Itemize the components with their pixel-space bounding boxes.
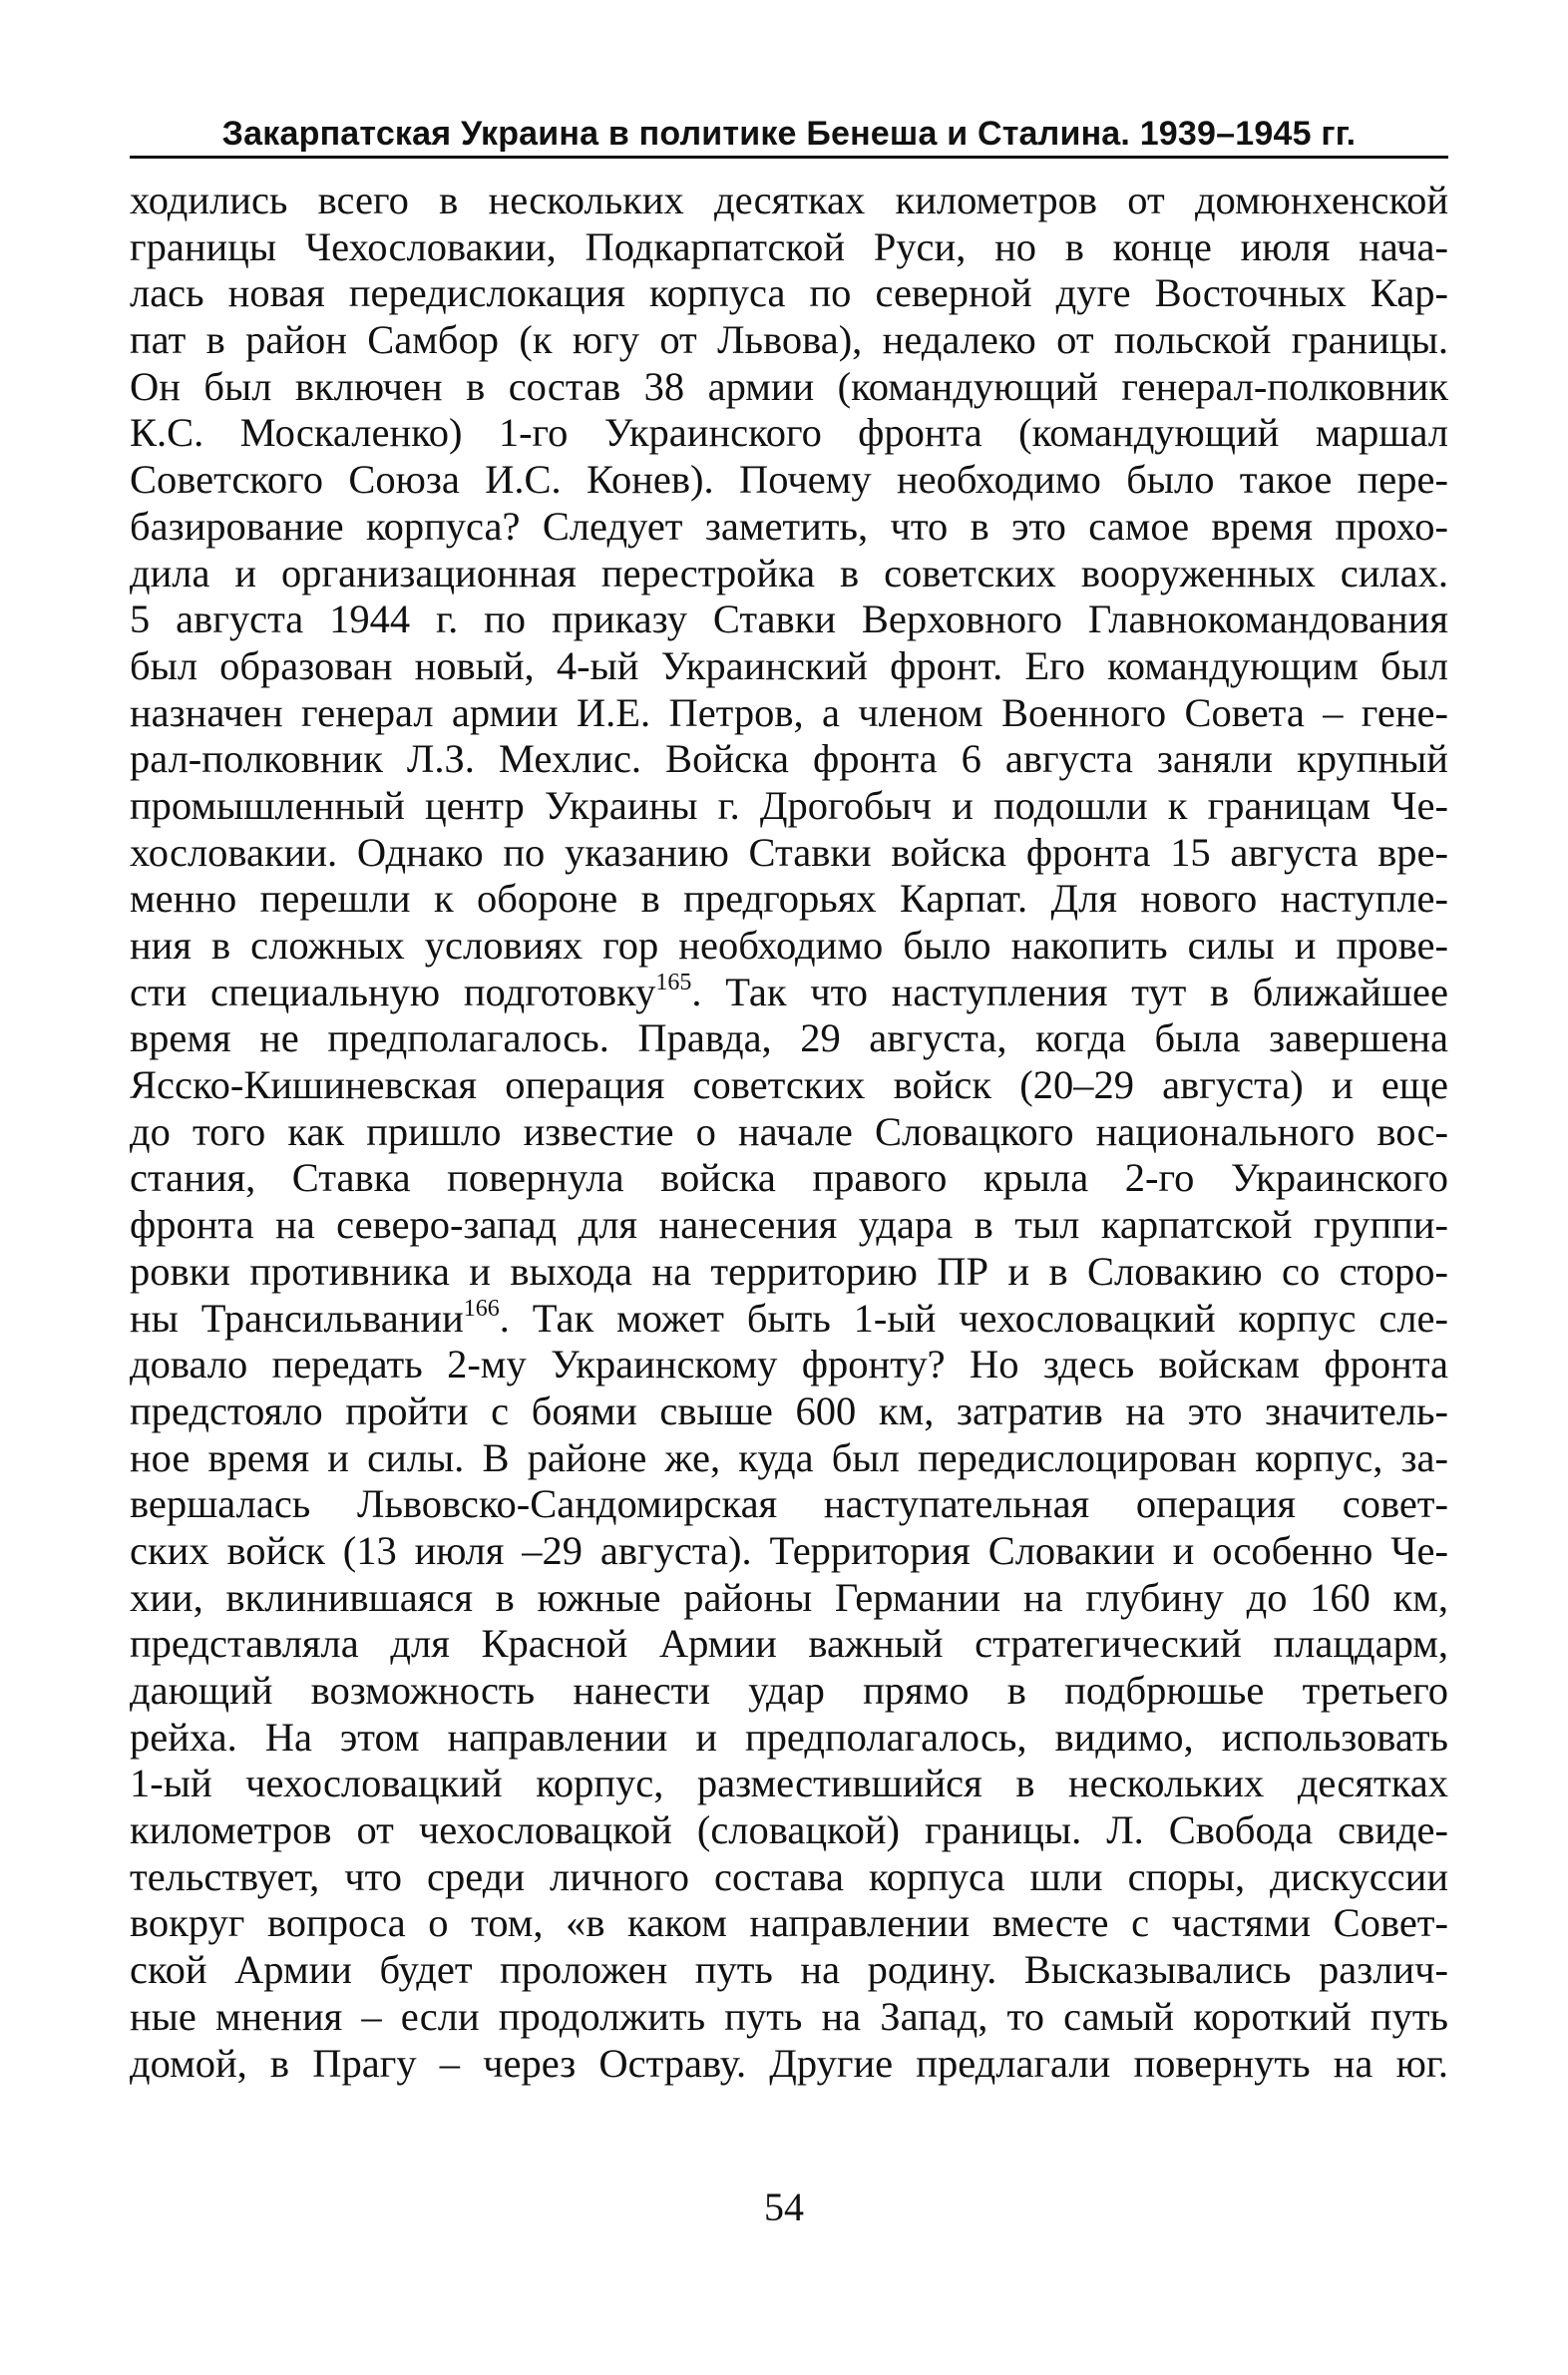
text-line: пат в район Самбор (к югу от Львова), недалеко от польской границы. xyxy=(130,317,1448,363)
running-title: Закарпатская Украина в политике Бенеша и Сталина. 1939–1945 гг. xyxy=(221,115,1357,153)
text-line-with-footnote xyxy=(130,970,1448,1016)
text-line: промышленный центр Украины г. Дрогобыч и подошли к границам Че- xyxy=(130,782,1448,828)
text-line: хии, вклинившаяся в южные районы Германии на глубину до 160 км, xyxy=(130,1574,1448,1620)
text-fragment: ны Трансильвании xyxy=(130,1295,464,1341)
text-line: рейха. На этом направлении и предполагалось, видимо, использовать xyxy=(130,1714,1448,1760)
text-line: менно перешли к обороне в предгорьях Карпат. Для нового наступле- xyxy=(130,876,1448,922)
text-fragment: сти специальную подготовку xyxy=(130,969,656,1014)
text-fragment: . Так может быть 1-ый чехословацкий корпус сле- xyxy=(499,1295,1448,1341)
text-line: представляла для Красной Армии важный стратегический плацдарм, xyxy=(130,1621,1448,1667)
text-line: до того как пришло известие о начале Словацкого национального вос- xyxy=(130,1108,1448,1154)
text-line: был образован новый, 4-ый Украинский фронт. Его командующим был xyxy=(130,642,1448,688)
text-line: хословакии. Однако по указанию Ставки войска фронта 15 августа вре- xyxy=(130,829,1448,875)
text-line: дила и организационная перестройка в советских вооруженных силах. xyxy=(130,550,1448,595)
text-line: тельствует, что среди личного состава корпуса шли споры, дискуссии xyxy=(130,1853,1448,1899)
text-line: вокруг вопроса о том, «в каком направлении вместе с частями Совет- xyxy=(130,1900,1448,1946)
text-line: границы Чехословакии, Подкарпатской Руси, но в конце июля нача- xyxy=(130,223,1448,269)
text-line: ния в сложных условиях гор необходимо было накопить силы и прове- xyxy=(130,923,1448,968)
text-line: вершалась Львовско-Сандомирская наступательная операция совет- xyxy=(130,1481,1448,1527)
text-line: ских войск (13 июля –29 августа). Территория Словакии и особенно Че- xyxy=(130,1527,1448,1573)
text-line: ровки противника и выхода на территорию ПР и в Словакию со сторо- xyxy=(130,1248,1448,1294)
text-line: ходились всего в нескольких десятках километров от домюнхенской xyxy=(130,178,1448,222)
text-line: 1-ый чехословацкий корпус, разместившийся в нескольких десятках xyxy=(130,1761,1448,1806)
text-line: фронта на северо-запад для нанесения удара в тыл карпатской группи- xyxy=(130,1202,1448,1248)
text-line: Советского Союза И.С. Конев). Почему необходимо было такое пере- xyxy=(130,457,1448,503)
text-line: ные мнения – если продолжить путь на Запад, то самый короткий путь xyxy=(130,1993,1448,2039)
text-line: домой, в Прагу – через Остраву. Другие предлагали повернуть на юг. xyxy=(130,2040,1448,2086)
text-line-with-footnote xyxy=(130,1296,1448,1343)
header-rule xyxy=(130,156,1448,159)
page-number: 54 xyxy=(764,2184,804,2229)
text-line: ской Армии будет проложен путь на родину. Высказывались различ- xyxy=(130,1947,1448,1993)
text-line: Ясско-Кишиневская операция советских войск (20–29 августа) и еще xyxy=(130,1062,1448,1108)
text-line: дающий возможность нанести удар прямо в подбрюшье третьего xyxy=(130,1668,1448,1713)
text-line: 5 августа 1944 г. по приказу Ставки Верховного Главнокомандования xyxy=(130,596,1448,642)
text-line: довало передать 2-му Украинскому фронту? Но здесь войскам фронта xyxy=(130,1342,1448,1387)
text-line: базирование корпуса? Следует заметить, что в это самое время прохо- xyxy=(130,503,1448,549)
text-line: лась новая передислокация корпуса по северной дуге Восточных Кар- xyxy=(130,270,1448,316)
text-line: стания, Ставка повернула войска правого крыла 2-го Украинского xyxy=(130,1155,1448,1201)
text-line: К.С. Москаленко) 1-го Украинского фронта (командующий маршал xyxy=(130,410,1448,456)
text-line: ное время и силы. В районе же, куда был передислоцирован корпус, за- xyxy=(130,1434,1448,1480)
text-line: время не предполагалось. Правда, 29 августа, когда была завершена xyxy=(130,1015,1448,1061)
text-line: рал-полковник Л.З. Мехлис. Войска фронта 6 августа заняли крупный xyxy=(130,736,1448,782)
text-line: предстояло пройти с боями свыше 600 км, затратив на это значитель- xyxy=(130,1387,1448,1433)
footnote-ref-166: 166 xyxy=(463,1295,500,1322)
text-line: Он был включен в состав 38 армии (командующий генерал-полковник xyxy=(130,363,1448,409)
text-line: назначен генерал армии И.Е. Петров, а членом Военного Совета – гене- xyxy=(130,689,1448,735)
text-line: километров от чехословацкой (словацкой) границы. Л. Свобода свиде- xyxy=(130,1807,1448,1853)
text-fragment: . Так что наступления тут в ближайшее xyxy=(691,969,1448,1014)
footnote-ref-165: 165 xyxy=(655,969,692,995)
body-text xyxy=(130,178,1448,2087)
